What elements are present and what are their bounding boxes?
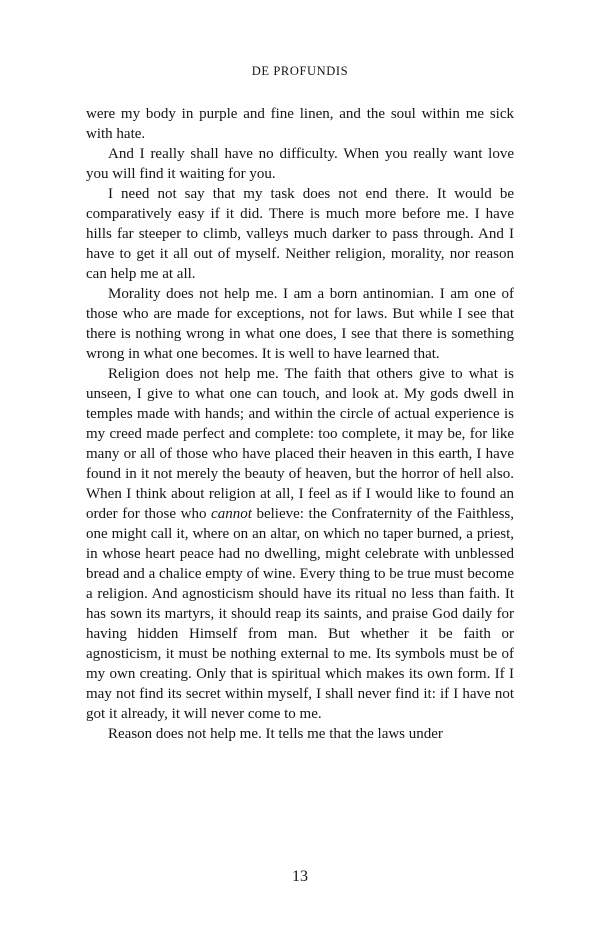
paragraph: And I really shall have no difficulty. When you really want love you will find it waiting for you. [86,146,514,182]
paragraph [86,364,514,724]
paragraph-text: believe: the Confraternity of the Faithless, one might call it, where on an altar, on which no taper burned, a priest, in whose heart peace had no dwelling, might celebrate with unblessed bread and a chalice empty of wine. Every thing to be true must become a religion. And agnosticism should have its ritual no less than faith. It has sown its martyrs, it should reap its saints, and praise God daily for having hidden Himself from man. But whether it be faith or agnosticism, it must be nothing external to me. Its symbols must be of my own creating. Only that is spiritual which makes its own form. If I may not find its secret within myself, I shall never find it: if I have not got it already, it will never come to me. [86,506,514,722]
paragraph-continued: were my body in purple and fine linen, and the soul within me sick with hate. [86,106,514,142]
paragraph: Morality does not help me. I am a born antinomian. I am one of those who are made for exceptions, not for laws. But while I see that there is nothing wrong in what one does, I see that there is something wrong in what one becomes. It is well to have learned that. [86,286,514,362]
page-number: 13 [292,868,308,885]
running-head: DE PROFUNDIS [251,64,349,78]
emphasized-word: cannot [211,506,252,522]
body-text [86,104,514,744]
paragraph-text: Religion does not help me. The faith that others give to what is unseen, I give to what one can touch, and look at. My gods dwell in temples made with hands; and within the circle of actual experience is my creed made perfect and complete: too complete, it may be, for like many or all of those who have placed their heaven in this earth, I have found in it not merely the beauty of heaven, but the horror of hell also. When I think about religion at all, I feel as if I would like to found an order for those who [86,366,514,522]
paragraph: Reason does not help me. It tells me that the laws under [108,726,443,742]
paragraph: I need not say that my task does not end there. It would be comparatively easy if it did. There is much more before me. I have hills far steeper to climb, valleys much darker to pass through. And I have to get it all out of myself. Neither religion, morality, nor reason can help me at all. [86,186,514,282]
